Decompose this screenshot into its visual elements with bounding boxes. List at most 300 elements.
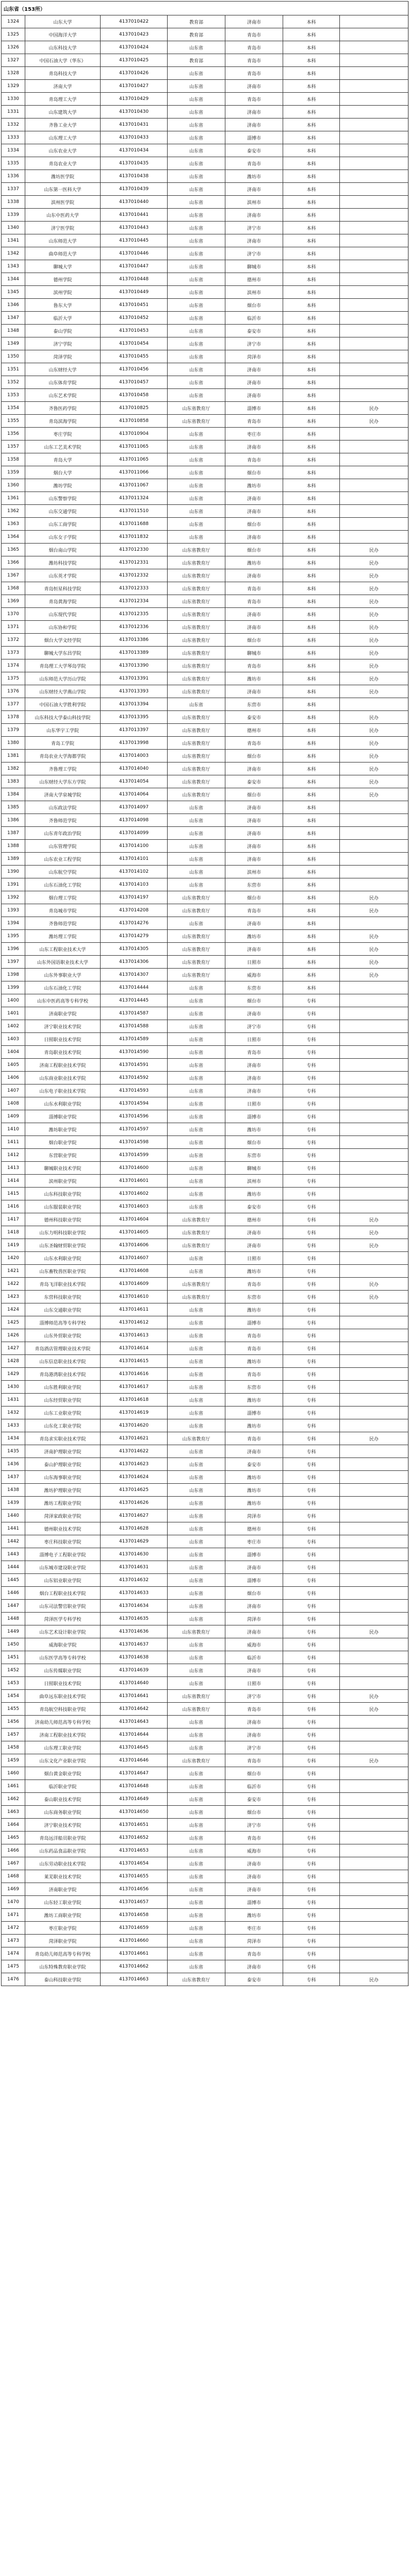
level-cell: 专科 — [283, 1458, 340, 1471]
school-name-cell: 青岛职业技术学院 — [25, 1046, 101, 1059]
school-name-cell: 山东理工大学 — [25, 131, 101, 144]
remark-cell — [340, 1664, 408, 1677]
remark-cell — [340, 853, 408, 866]
school-name-cell: 青岛幼儿师范高等专科学校 — [25, 1947, 101, 1960]
school-name-cell: 山东财经大学 — [25, 363, 101, 376]
remark-cell: 民办 — [340, 788, 408, 801]
school-code-cell: 4137014591 — [101, 1059, 168, 1072]
table-row — [2, 1188, 408, 1200]
table-row — [2, 840, 408, 853]
remark-cell — [340, 518, 408, 531]
table-row — [2, 453, 408, 466]
table-row — [2, 1960, 408, 1973]
row-number-cell: 1374 — [2, 659, 25, 672]
row-number-cell: 1433 — [2, 1419, 25, 1432]
authority-cell: 山东省 — [168, 1162, 225, 1175]
authority-cell: 山东省 — [168, 80, 225, 93]
authority-cell: 山东省 — [168, 1175, 225, 1188]
row-number-cell: 1359 — [2, 466, 25, 479]
school-name-cell: 东营科技职业学院 — [25, 1291, 101, 1303]
location-cell: 潍坊市 — [225, 1355, 283, 1368]
school-name-cell: 济宁职业技术学院 — [25, 1819, 101, 1832]
table-row — [2, 1870, 408, 1883]
location-cell: 烟台市 — [225, 788, 283, 801]
level-cell: 本科 — [283, 106, 340, 118]
remark-cell — [340, 1394, 408, 1406]
row-number-cell: 1384 — [2, 788, 25, 801]
remark-cell — [340, 1149, 408, 1162]
location-cell: 潍坊市 — [225, 930, 283, 943]
school-code-cell: 4137014100 — [101, 840, 168, 853]
remark-cell — [340, 209, 408, 222]
remark-cell — [340, 312, 408, 325]
level-cell: 本科 — [283, 312, 340, 325]
location-cell: 济南市 — [225, 827, 283, 840]
school-name-cell: 曲阜远东职业技术学院 — [25, 1690, 101, 1703]
row-number-cell: 1428 — [2, 1355, 25, 1368]
remark-cell — [340, 1883, 408, 1896]
location-cell: 德州市 — [225, 1522, 283, 1535]
table-row — [2, 1935, 408, 1947]
level-cell: 本科 — [283, 582, 340, 595]
row-number-cell: 1426 — [2, 1329, 25, 1342]
school-code-cell: 4137014626 — [101, 1497, 168, 1510]
row-number-cell: 1392 — [2, 891, 25, 904]
level-cell: 专科 — [283, 1110, 340, 1123]
school-code-cell: 4137013389 — [101, 647, 168, 659]
level-cell: 专科 — [283, 1510, 340, 1522]
authority-cell: 山东省教育厅 — [168, 621, 225, 634]
school-name-cell: 山东水利职业学院 — [25, 1097, 101, 1110]
school-name-cell: 山东现代学院 — [25, 608, 101, 621]
authority-cell: 山东省教育厅 — [168, 402, 225, 415]
row-number-cell: 1468 — [2, 1870, 25, 1883]
school-code-cell: 4137014003 — [101, 750, 168, 762]
level-cell: 本科 — [283, 247, 340, 260]
school-name-cell: 青岛滨海学院 — [25, 415, 101, 428]
location-cell: 淄博市 — [225, 1406, 283, 1419]
row-number-cell: 1434 — [2, 1432, 25, 1445]
school-code-cell: 4137012333 — [101, 582, 168, 595]
remark-cell — [340, 1303, 408, 1316]
school-code-cell: 4137010458 — [101, 389, 168, 402]
authority-cell: 山东省教育厅 — [168, 595, 225, 608]
authority-cell: 山东省 — [168, 1548, 225, 1561]
row-number-cell: 1354 — [2, 402, 25, 415]
school-code-cell: 4137010825 — [101, 402, 168, 415]
table-row — [2, 685, 408, 698]
authority-cell: 山东省 — [168, 1497, 225, 1510]
school-name-cell: 山东理工职业学院 — [25, 1741, 101, 1754]
row-number-cell: 1358 — [2, 453, 25, 466]
location-cell: 聊城市 — [225, 1162, 283, 1175]
level-cell: 专科 — [283, 1883, 340, 1896]
table-row — [2, 170, 408, 183]
level-cell: 专科 — [283, 1381, 340, 1394]
level-cell: 本科 — [283, 930, 340, 943]
school-name-cell: 山东外贸职业学院 — [25, 1329, 101, 1342]
school-code-cell: 4137014102 — [101, 866, 168, 878]
school-name-cell: 潍坊工程职业学院 — [25, 1497, 101, 1510]
school-name-cell: 青岛农业大学海都学院 — [25, 750, 101, 762]
remark-cell — [340, 1072, 408, 1084]
school-code-cell: 4137014639 — [101, 1664, 168, 1677]
school-code-cell: 4137013386 — [101, 634, 168, 647]
remark-cell — [340, 67, 408, 80]
table-row — [2, 1007, 408, 1020]
school-code-cell: 4137014604 — [101, 1213, 168, 1226]
level-cell: 本科 — [283, 479, 340, 492]
location-cell: 威海市 — [225, 1844, 283, 1857]
authority-cell: 山东省 — [168, 1510, 225, 1522]
school-code-cell: 4137014656 — [101, 1883, 168, 1896]
school-code-cell: 4137014660 — [101, 1935, 168, 1947]
row-number-cell: 1341 — [2, 234, 25, 247]
school-name-cell: 青岛农业大学 — [25, 157, 101, 170]
authority-cell: 山东省 — [168, 1767, 225, 1780]
school-code-cell: 4137010451 — [101, 299, 168, 312]
level-cell: 本科 — [283, 981, 340, 994]
location-cell: 济宁市 — [225, 1819, 283, 1832]
row-number-cell: 1356 — [2, 428, 25, 440]
table-row — [2, 260, 408, 273]
remark-cell: 民办 — [340, 659, 408, 672]
school-code-cell: 4137014099 — [101, 827, 168, 840]
remark-cell — [340, 1406, 408, 1419]
remark-cell — [340, 1368, 408, 1381]
school-code-cell: 4137014054 — [101, 775, 168, 788]
authority-cell: 山东省 — [168, 131, 225, 144]
remark-cell — [340, 479, 408, 492]
table-row — [2, 956, 408, 969]
school-code-cell: 4137014637 — [101, 1638, 168, 1651]
school-name-cell: 齐鲁工业大学 — [25, 118, 101, 131]
school-code-cell: 4137012330 — [101, 544, 168, 556]
row-number-cell: 1421 — [2, 1265, 25, 1278]
title-row — [2, 2, 408, 15]
school-name-cell: 山东女子学院 — [25, 531, 101, 544]
authority-cell: 山东省教育厅 — [168, 969, 225, 981]
remark-cell: 民办 — [340, 737, 408, 750]
level-cell: 本科 — [283, 891, 340, 904]
remark-cell — [340, 1857, 408, 1870]
school-code-cell: 4137014097 — [101, 801, 168, 814]
row-number-cell: 1328 — [2, 67, 25, 80]
authority-cell: 山东省 — [168, 1638, 225, 1651]
level-cell: 本科 — [283, 724, 340, 737]
row-number-cell: 1418 — [2, 1226, 25, 1239]
school-name-cell: 山东管理学院 — [25, 840, 101, 853]
row-number-cell: 1324 — [2, 15, 25, 28]
school-code-cell: 4137010454 — [101, 337, 168, 350]
remark-cell: 民办 — [340, 711, 408, 724]
location-cell: 济南市 — [225, 608, 283, 621]
authority-cell: 山东省教育厅 — [168, 1625, 225, 1638]
level-cell: 本科 — [283, 118, 340, 131]
school-name-cell: 山东青年政治学院 — [25, 827, 101, 840]
school-name-cell: 山东石油化工学院 — [25, 878, 101, 891]
level-cell: 本科 — [283, 376, 340, 389]
location-cell: 青岛市 — [225, 1432, 283, 1445]
authority-cell: 山东省 — [168, 1368, 225, 1381]
row-number-cell: 1467 — [2, 1857, 25, 1870]
school-name-cell: 山东第一医科大学 — [25, 183, 101, 196]
authority-cell: 山东省 — [168, 853, 225, 866]
school-name-cell: 山东工艺美术学院 — [25, 440, 101, 453]
school-name-cell: 山东中医药高等专科学校 — [25, 994, 101, 1007]
level-cell: 专科 — [283, 1973, 340, 1986]
authority-cell: 山东省 — [168, 1458, 225, 1471]
level-cell: 专科 — [283, 1870, 340, 1883]
school-code-cell: 4137010431 — [101, 118, 168, 131]
location-cell: 淄博市 — [225, 1110, 283, 1123]
authority-cell: 山东省 — [168, 325, 225, 337]
row-number-cell: 1444 — [2, 1561, 25, 1574]
school-name-cell: 青岛飞洋职业技术学院 — [25, 1278, 101, 1291]
school-name-cell: 山东财经大学燕山学院 — [25, 685, 101, 698]
level-cell: 本科 — [283, 260, 340, 273]
school-code-cell: 4137010426 — [101, 67, 168, 80]
remark-cell: 民办 — [340, 930, 408, 943]
authority-cell: 山东省 — [168, 1046, 225, 1059]
remark-cell: 民办 — [340, 672, 408, 685]
authority-cell: 山东省 — [168, 479, 225, 492]
authority-cell: 山东省 — [168, 1394, 225, 1406]
authority-cell: 山东省 — [168, 1188, 225, 1200]
table-row — [2, 1561, 408, 1574]
school-code-cell: 4137014307 — [101, 969, 168, 981]
location-cell: 济南市 — [225, 1857, 283, 1870]
row-number-cell: 1405 — [2, 1059, 25, 1072]
level-cell: 专科 — [283, 1020, 340, 1033]
table-row — [2, 1110, 408, 1123]
location-cell: 德州市 — [225, 1213, 283, 1226]
table-row — [2, 698, 408, 711]
authority-cell: 山东省教育厅 — [168, 1432, 225, 1445]
row-number-cell: 1411 — [2, 1136, 25, 1149]
table-row — [2, 1535, 408, 1548]
table-row — [2, 1471, 408, 1484]
row-number-cell: 1385 — [2, 801, 25, 814]
row-number-cell: 1443 — [2, 1548, 25, 1561]
remark-cell — [340, 54, 408, 67]
school-code-cell: 4137014622 — [101, 1445, 168, 1458]
table-row — [2, 1200, 408, 1213]
table-row — [2, 1252, 408, 1265]
authority-cell: 山东省教育厅 — [168, 647, 225, 659]
school-name-cell: 青岛远洋船员职业学院 — [25, 1832, 101, 1844]
authority-cell: 山东省教育厅 — [168, 1690, 225, 1703]
table-row — [2, 1419, 408, 1432]
location-cell: 济南市 — [225, 234, 283, 247]
row-number-cell: 1408 — [2, 1097, 25, 1110]
remark-cell — [340, 1561, 408, 1574]
table-row — [2, 1458, 408, 1471]
row-number-cell: 1371 — [2, 621, 25, 634]
level-cell: 本科 — [283, 866, 340, 878]
location-cell: 青岛市 — [225, 1947, 283, 1960]
level-cell: 本科 — [283, 762, 340, 775]
authority-cell: 山东省 — [168, 1793, 225, 1806]
location-cell: 济南市 — [225, 917, 283, 930]
row-number-cell: 1368 — [2, 582, 25, 595]
level-cell: 专科 — [283, 1175, 340, 1188]
authority-cell: 山东省 — [168, 1484, 225, 1497]
table-row — [2, 1832, 408, 1844]
row-number-cell: 1445 — [2, 1574, 25, 1587]
table-row — [2, 1123, 408, 1136]
row-number-cell: 1373 — [2, 647, 25, 659]
remark-cell — [340, 93, 408, 106]
table-row — [2, 969, 408, 981]
authority-cell: 山东省 — [168, 1870, 225, 1883]
school-name-cell: 山东海事职业学院 — [25, 1471, 101, 1484]
authority-cell: 山东省教育厅 — [168, 544, 225, 556]
school-code-cell: 4137014638 — [101, 1651, 168, 1664]
location-cell: 枣庄市 — [225, 1535, 283, 1548]
row-number-cell: 1436 — [2, 1458, 25, 1471]
school-code-cell: 4137014654 — [101, 1857, 168, 1870]
remark-cell — [340, 1342, 408, 1355]
location-cell: 淄博市 — [225, 1896, 283, 1909]
authority-cell: 山东省教育厅 — [168, 685, 225, 698]
level-cell: 专科 — [283, 1535, 340, 1548]
school-code-cell: 4137014615 — [101, 1355, 168, 1368]
authority-cell: 山东省 — [168, 1149, 225, 1162]
school-code-cell: 4137014606 — [101, 1239, 168, 1252]
authority-cell: 山东省 — [168, 1522, 225, 1535]
school-code-cell: 4137010438 — [101, 170, 168, 183]
school-code-cell: 4137013391 — [101, 672, 168, 685]
row-number-cell: 1442 — [2, 1535, 25, 1548]
remark-cell — [340, 157, 408, 170]
location-cell: 青岛市 — [225, 1368, 283, 1381]
authority-cell: 山东省教育厅 — [168, 724, 225, 737]
remark-cell: 民办 — [340, 1226, 408, 1239]
table-row — [2, 1368, 408, 1381]
school-code-cell: 4137014623 — [101, 1458, 168, 1471]
school-name-cell: 山东农业大学 — [25, 144, 101, 157]
level-cell: 本科 — [283, 54, 340, 67]
location-cell: 烟台市 — [225, 634, 283, 647]
school-code-cell: 4137014663 — [101, 1973, 168, 1986]
school-code-cell: 4137014627 — [101, 1510, 168, 1522]
remark-cell — [340, 1033, 408, 1046]
remark-cell — [340, 917, 408, 930]
table-row — [2, 775, 408, 788]
table-row — [2, 28, 408, 41]
row-number-cell: 1470 — [2, 1896, 25, 1909]
authority-cell: 山东省教育厅 — [168, 1754, 225, 1767]
school-code-cell: 4137014306 — [101, 956, 168, 969]
authority-cell: 山东省 — [168, 1329, 225, 1342]
level-cell: 本科 — [283, 556, 340, 569]
school-code-cell: 4137010422 — [101, 15, 168, 28]
school-code-cell: 4137014652 — [101, 1832, 168, 1844]
school-name-cell: 聊城职业技术学院 — [25, 1162, 101, 1175]
school-code-cell: 4137014064 — [101, 788, 168, 801]
school-name-cell: 枣庄学院 — [25, 428, 101, 440]
authority-cell: 山东省 — [168, 1664, 225, 1677]
location-cell: 临沂市 — [225, 1651, 283, 1664]
row-number-cell: 1429 — [2, 1368, 25, 1381]
location-cell: 济宁市 — [225, 1690, 283, 1703]
row-number-cell: 1423 — [2, 1291, 25, 1303]
school-code-cell: 4137014650 — [101, 1806, 168, 1819]
table-row — [2, 1677, 408, 1690]
school-name-cell: 山东经贸职业学院 — [25, 1394, 101, 1406]
location-cell: 济南市 — [225, 80, 283, 93]
remark-cell: 民办 — [340, 1690, 408, 1703]
level-cell: 本科 — [283, 737, 340, 750]
school-code-cell: 4137014590 — [101, 1046, 168, 1059]
remark-cell — [340, 428, 408, 440]
school-code-cell: 4137014588 — [101, 1020, 168, 1033]
school-code-cell: 4137010448 — [101, 273, 168, 286]
school-code-cell: 4137014598 — [101, 1136, 168, 1149]
school-name-cell: 山东药品食品职业学院 — [25, 1844, 101, 1857]
authority-cell: 山东省教育厅 — [168, 891, 225, 904]
authority-cell: 山东省 — [168, 466, 225, 479]
remark-cell — [340, 1767, 408, 1780]
authority-cell: 山东省 — [168, 93, 225, 106]
table-row — [2, 1278, 408, 1291]
row-number-cell: 1457 — [2, 1728, 25, 1741]
remark-cell: 民办 — [340, 1432, 408, 1445]
school-name-cell: 山东商业职业技术学院 — [25, 1072, 101, 1084]
school-name-cell: 山东警察学院 — [25, 492, 101, 505]
level-cell: 本科 — [283, 196, 340, 209]
school-code-cell: 4137014643 — [101, 1716, 168, 1728]
row-number-cell: 1329 — [2, 80, 25, 93]
school-name-cell: 潍坊学院 — [25, 479, 101, 492]
authority-cell: 山东省 — [168, 312, 225, 325]
level-cell: 本科 — [283, 788, 340, 801]
school-name-cell: 中国石油大学胜利学院 — [25, 698, 101, 711]
location-cell: 泰安市 — [225, 325, 283, 337]
location-cell: 潍坊市 — [225, 1471, 283, 1484]
authority-cell: 山东省教育厅 — [168, 608, 225, 621]
location-cell: 济南市 — [225, 1883, 283, 1896]
school-code-cell: 4137010424 — [101, 41, 168, 54]
table-row — [2, 621, 408, 634]
table-row — [2, 1484, 408, 1497]
table-row — [2, 1097, 408, 1110]
remark-cell — [340, 1419, 408, 1432]
level-cell: 专科 — [283, 1677, 340, 1690]
row-number-cell: 1347 — [2, 312, 25, 325]
school-code-cell: 4137010449 — [101, 286, 168, 299]
table-row — [2, 183, 408, 196]
school-name-cell: 潍坊职业学院 — [25, 1123, 101, 1136]
school-code-cell: 4137014651 — [101, 1819, 168, 1832]
remark-cell — [340, 531, 408, 544]
school-code-cell: 4137010455 — [101, 350, 168, 363]
remark-cell — [340, 80, 408, 93]
table-row — [2, 634, 408, 647]
school-code-cell: 4137014619 — [101, 1406, 168, 1419]
table-row — [2, 1819, 408, 1832]
school-name-cell: 山东工业职业学院 — [25, 1406, 101, 1419]
location-cell: 济南市 — [225, 1664, 283, 1677]
school-code-cell: 4137010456 — [101, 363, 168, 376]
row-number-cell: 1343 — [2, 260, 25, 273]
school-code-cell: 4137014040 — [101, 762, 168, 775]
school-code-cell: 4137010457 — [101, 376, 168, 389]
level-cell: 本科 — [283, 647, 340, 659]
school-code-cell: 4137011066 — [101, 466, 168, 479]
row-number-cell: 1439 — [2, 1497, 25, 1510]
